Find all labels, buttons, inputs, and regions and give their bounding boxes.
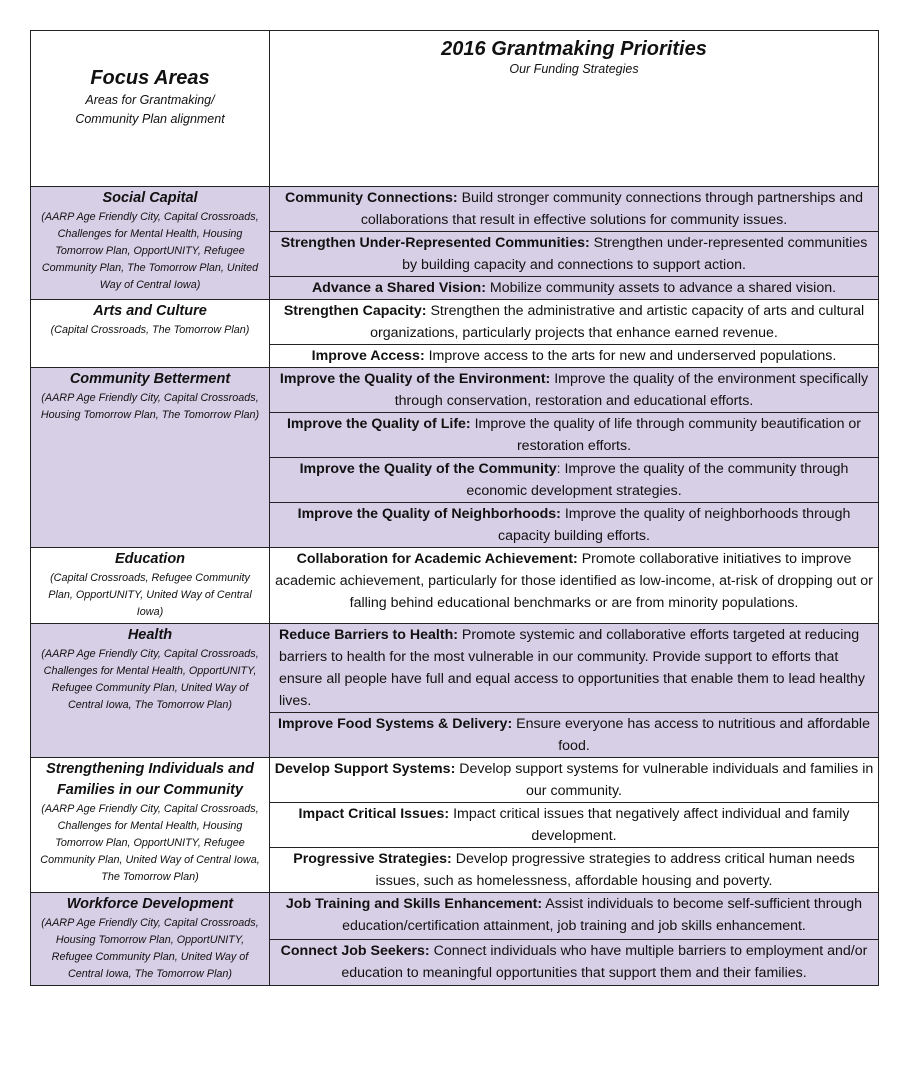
priority-cell xyxy=(270,893,879,940)
table-row xyxy=(31,893,879,940)
focus-header-cell xyxy=(31,31,270,187)
priority-description: Promote systemic and collaborative efforts targeted at reducing barriers to health for the most vulnerable in our community. Provide support to efforts that ensure all people have full and equal access to opportunities that enable them to lead healthy lives. xyxy=(279,627,866,709)
focus-area-name: Community Betterment xyxy=(69,371,231,387)
priority-cell xyxy=(270,758,879,803)
priority-title: Strengthen Capacity: xyxy=(283,303,427,319)
priority-description: Assist individuals to become self-sufficient through education/certification attainment, job training and job skills enhancement. xyxy=(342,896,863,934)
focus-area-cell xyxy=(31,300,270,368)
focus-area-cell xyxy=(31,624,270,758)
table-row xyxy=(31,548,879,624)
priority-description: Improve the quality of life through community beautification or restoration efforts. xyxy=(470,416,862,454)
focus-area-plans: (AARP Age Friendly City, Capital Crossroads, Challenges for Mental Health, Housing Tomorrow Plan, OpportUNITY, Refugee Community Plan, United Way of Central Iowa, The Tomorrow Plan) xyxy=(40,803,260,883)
priority-description: Develop support systems for vulnerable individuals and families in our community. xyxy=(455,761,874,799)
table-row xyxy=(31,368,879,413)
priority-cell xyxy=(270,548,879,624)
priority-title: Connect Job Seekers: xyxy=(280,942,430,959)
priority-cell xyxy=(270,232,879,277)
priority-cell xyxy=(270,413,879,458)
focus-subtitle-1: Areas for Grantmaking/ xyxy=(85,93,215,107)
focus-area-plans: (AARP Age Friendly City, Capital Crossroads, Housing Tomorrow Plan, OpportUNITY, Refugee Community Plan, United Way of Central Iowa, The Tomorrow Plan) xyxy=(41,917,259,980)
priority-cell xyxy=(270,187,879,232)
priority-title: Improve the Quality of Neighborhoods: xyxy=(297,506,561,522)
priorities-table xyxy=(30,30,879,986)
table-row xyxy=(31,187,879,232)
priority-description: Promote collaborative initiatives to improve academic achievement, particularly for those identified as low-income, at-risk of dropping out or falling behind educational benchmarks or are from minority populations. xyxy=(275,551,873,611)
priority-title: Progressive Strategies: xyxy=(293,851,452,867)
priority-title: Improve the Quality of the Community xyxy=(299,461,557,477)
priority-description: Improve the quality of neighborhoods through capacity building efforts. xyxy=(498,506,851,544)
priority-description: Build stronger community connections through partnerships and collaborations that result in effective solutions for community issues. xyxy=(360,190,863,228)
priority-description: Ensure everyone has access to nutritious and affordable food. xyxy=(512,716,870,754)
priority-cell xyxy=(270,713,879,758)
priorities-header-cell xyxy=(270,31,879,187)
focus-area-name: Arts and Culture xyxy=(93,303,207,319)
focus-area-plans: (Capital Crossroads, The Tomorrow Plan) xyxy=(50,324,250,336)
priority-cell xyxy=(270,503,879,548)
focus-area-name: Health xyxy=(127,627,173,643)
priority-description: Mobilize community assets to advance a shared vision. xyxy=(485,280,837,296)
priority-description: Improve the quality of the environment specifically through conservation, restoration and educational efforts. xyxy=(394,371,869,409)
focus-area-cell xyxy=(31,548,270,624)
priorities-subtitle: Our Funding Strategies xyxy=(509,62,639,76)
priority-cell xyxy=(270,803,879,848)
focus-area-plans: (AARP Age Friendly City, Capital Crossroads, Challenges for Mental Health, OpportUNITY, Refugee Community Plan, United Way of Central Iowa, The Tomorrow Plan) xyxy=(41,648,259,711)
focus-area-plans: (Capital Crossroads, Refugee Community Plan, OpportUNITY, United Way of Central Iowa) xyxy=(48,572,252,618)
priority-cell xyxy=(270,277,879,300)
priority-cell xyxy=(270,939,879,986)
priority-title: Advance a Shared Vision: xyxy=(311,280,486,296)
table-row xyxy=(31,758,879,803)
priority-cell xyxy=(270,345,879,368)
priority-description: Strengthen the administrative and artistic capacity of arts and cultural organizations, particularly projects that enhance earned revenue. xyxy=(370,303,865,341)
priority-title: Community Connections: xyxy=(285,190,458,206)
header-row xyxy=(31,31,879,187)
priority-cell xyxy=(270,848,879,893)
focus-area-cell xyxy=(31,187,270,300)
priority-description: Improve access to the arts for new and underserved populations. xyxy=(424,348,837,364)
focus-subtitle-2: Community Plan alignment xyxy=(75,112,225,126)
focus-area-plans: (AARP Age Friendly City, Capital Crossroads, Housing Tomorrow Plan, The Tomorrow Plan) xyxy=(40,392,260,421)
priority-cell xyxy=(270,300,879,345)
priority-description: Impact critical issues that negatively affect individual and family development. xyxy=(449,806,850,844)
priority-title: Collaboration for Academic Achievement: xyxy=(296,551,578,567)
focus-area-plans: (AARP Age Friendly City, Capital Crossroads, Challenges for Mental Health, Housing Tomorrow Plan, OpportUNITY, Refugee Community Plan, The Tomorrow Plan, United Way of Central Iowa) xyxy=(41,211,259,291)
focus-area-name: Strengthening Individuals and Families in our Community xyxy=(46,761,254,798)
priority-cell xyxy=(270,368,879,413)
priority-title: Improve Access: xyxy=(311,348,425,364)
priority-description: Connect individuals who have multiple barriers to employment and/or education to meaningful opportunities that support them and their families. xyxy=(341,942,868,981)
priority-title: Develop Support Systems: xyxy=(274,761,456,777)
table-row xyxy=(31,300,879,345)
priority-title: Improve the Quality of the Environment: xyxy=(279,371,551,387)
priority-title: Reduce Barriers to Health: xyxy=(279,627,458,643)
focus-area-cell xyxy=(31,758,270,893)
focus-area-cell xyxy=(31,893,270,986)
priority-cell xyxy=(270,624,879,713)
priority-title: Improve Food Systems & Delivery: xyxy=(278,716,513,732)
priority-description: Strengthen under-represented communities by building capacity and connections to support action. xyxy=(402,235,868,273)
table-row xyxy=(31,624,879,713)
priority-cell xyxy=(270,458,879,503)
priority-title: Job Training and Skills Enhancement: xyxy=(285,896,543,912)
priority-title: Impact Critical Issues: xyxy=(298,806,450,822)
priority-description: Develop progressive strategies to address critical human needs issues, such as homelessness, affordable housing and poverty. xyxy=(375,851,855,889)
priority-description: : Improve the quality of the community through economic development strategies. xyxy=(466,461,849,499)
focus-area-name: Workforce Development xyxy=(66,896,234,912)
priorities-title: 2016 Grantmaking Priorities xyxy=(441,38,707,60)
priority-title: Improve the Quality of Life: xyxy=(286,416,471,432)
focus-area-cell xyxy=(31,368,270,548)
focus-area-name: Social Capital xyxy=(102,190,198,206)
priority-title: Strengthen Under-Represented Communities: xyxy=(280,235,590,251)
focus-title: Focus Areas xyxy=(90,67,210,89)
focus-area-name: Education xyxy=(114,551,186,567)
